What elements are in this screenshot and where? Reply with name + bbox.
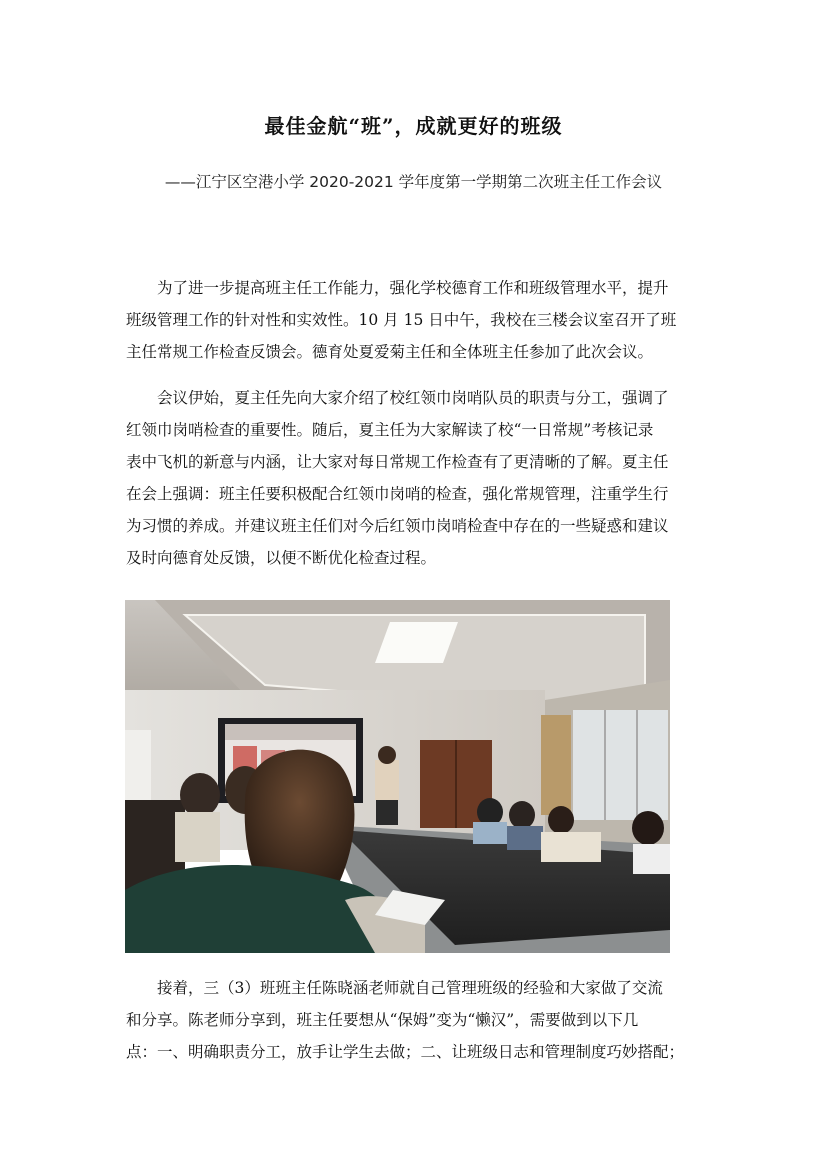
paragraph-meeting bbox=[126, 382, 704, 574]
document-subtitle: ——江宁区空港小学 2020-2021 学年度第一学期第二次班主任工作会议 bbox=[164, 173, 663, 191]
paragraph-line: 为了进一步提高班主任工作能力，强化学校德育工作和班级管理水平，提升 bbox=[157, 279, 669, 297]
paragraph-intro bbox=[126, 272, 704, 368]
document-title: 最佳金航“班”，成就更好的班级 bbox=[264, 114, 563, 138]
paragraph-line: 点：一、明确职责分工，放手让学生去做；二、让班级日志和管理制度巧妙搭配； bbox=[126, 1043, 685, 1061]
paragraph-line: 及时向德育处反馈，以便不断优化检查过程。 bbox=[126, 549, 437, 567]
paragraph-line: 班级管理工作的针对性和实效性。10 月 15 日中午，我校在三楼会议室召开了班 bbox=[126, 311, 677, 329]
paragraph-line: 会议伊始，夏主任先向大家介绍了校红领巾岗哨队员的职责与分工，强调了 bbox=[157, 389, 669, 407]
paragraph-sharing bbox=[126, 972, 704, 1068]
paragraph-line: 为习惯的养成。并建议班主任们对今后红领巾岗哨检查中存在的一些疑惑和建议 bbox=[126, 517, 669, 535]
paragraph-line: 接着，三（3）班班主任陈晓涵老师就自己管理班级的经验和大家做了交流 bbox=[157, 979, 663, 997]
paragraph-line: 和分享。陈老师分享到，班主任要想从“保姆”变为“懒汉”，需要做到以下几 bbox=[126, 1011, 639, 1029]
meeting-photo bbox=[125, 600, 670, 953]
paragraph-line: 主任常规工作检查反馈会。德育处夏爱菊主任和全体班主任参加了此次会议。 bbox=[126, 343, 654, 361]
paragraph-line: 在会上强调：班主任要积极配合红领巾岗哨的检查，强化常规管理，注重学生行 bbox=[126, 485, 669, 503]
paragraph-line: 红领巾岗哨检查的重要性。随后，夏主任为大家解读了校“一日常规”考核记录 bbox=[126, 421, 654, 439]
paragraph-line: 表中飞机的新意与内涵，让大家对每日常规工作检查有了更清晰的了解。夏主任 bbox=[126, 453, 669, 471]
